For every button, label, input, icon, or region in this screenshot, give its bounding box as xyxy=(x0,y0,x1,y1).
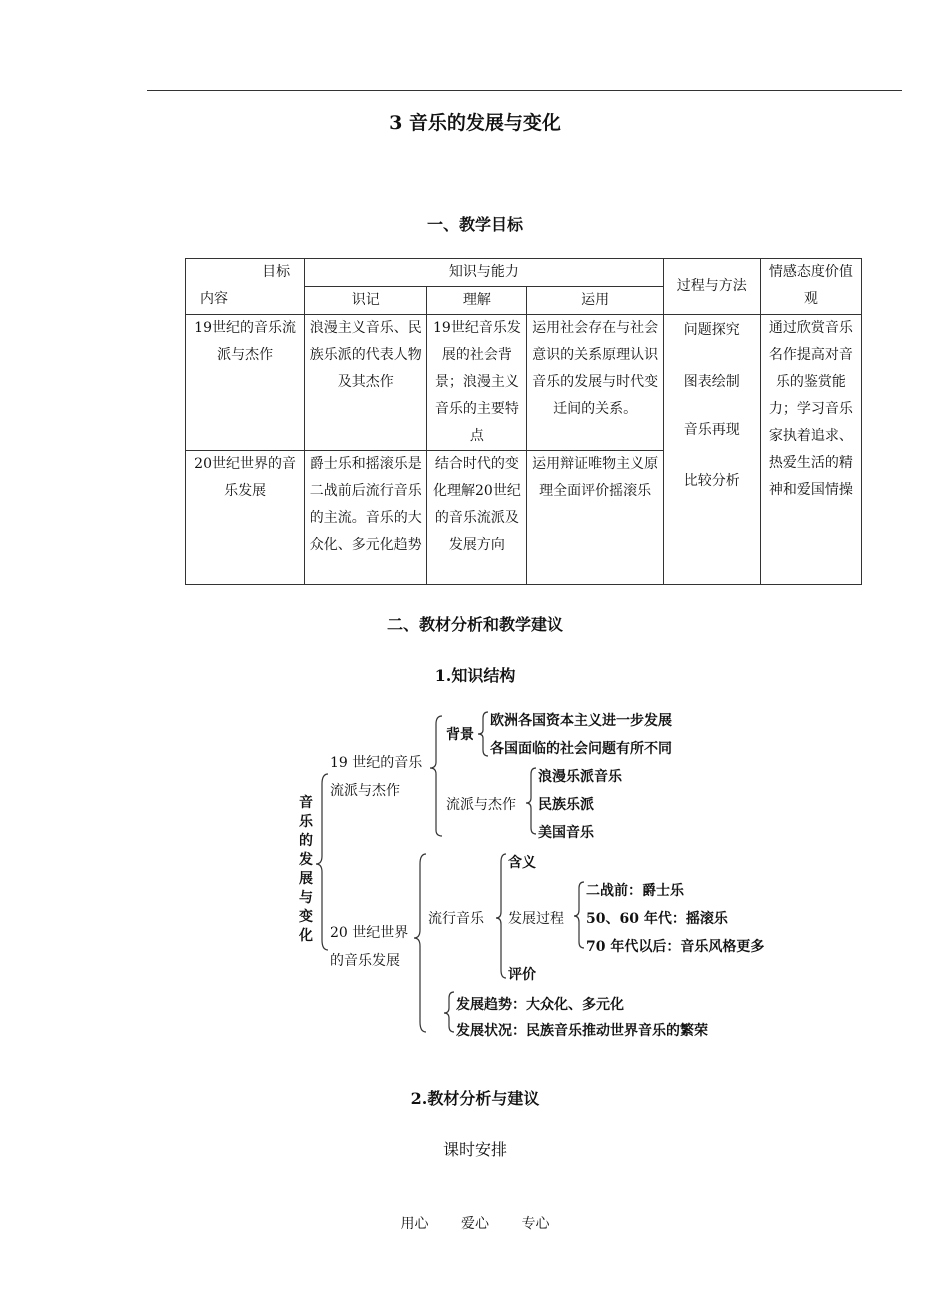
header-remember: 识记 xyxy=(305,287,427,315)
diagram-leaf: 含义 xyxy=(508,855,536,871)
diagram-leaf: 美国音乐 xyxy=(538,825,594,841)
header-process: 过程与方法 xyxy=(663,259,760,315)
row2-apply: 运用辩证唯物主义原理全面评价摇滚乐 xyxy=(527,451,663,585)
table-corner-cell xyxy=(186,259,305,315)
diagram-leaf: 发展状况：民族音乐推动世界音乐的繁荣 xyxy=(456,1023,708,1039)
process-methods-cell xyxy=(663,315,760,585)
diagram-leaf: 发展趋势：大众化、多元化 xyxy=(456,997,624,1013)
diagram-node-background: 背景 xyxy=(446,727,474,743)
header-apply: 运用 xyxy=(527,287,663,315)
row1-understand: 19世纪音乐发展的社会背景；浪漫主义音乐的主要特点 xyxy=(427,315,527,451)
process-item: 音乐再现 xyxy=(683,422,740,438)
subsection-title-analysis: 2.教材分析与建议 xyxy=(410,1089,540,1108)
subsection-title-structure: 1.知识结构 xyxy=(434,666,516,685)
objectives-table xyxy=(185,258,862,585)
page-title: 3 音乐的发展与变化 xyxy=(389,112,561,134)
diagram-leaf: 70 年代以后：音乐风格更多 xyxy=(586,939,765,955)
section-title-objectives: 一、教学目标 xyxy=(426,215,523,234)
diagram-leaf: 欧洲各国资本主义进一步发展 xyxy=(490,713,672,729)
diagram-leaf: 各国面临的社会问题有所不同 xyxy=(490,741,672,757)
diagram-leaf: 50、60 年代：摇滚乐 xyxy=(586,911,728,927)
row2-understand: 结合时代的变化理解20世纪的音乐流派及发展方向 xyxy=(427,451,527,585)
footer-word: 专心 xyxy=(521,1216,550,1232)
diagram-node-19th-line2: 流派与杰作 xyxy=(330,783,400,799)
row1-remember: 浪漫主义音乐、民族乐派的代表人物及其杰作 xyxy=(305,315,427,451)
header-knowledge: 知识与能力 xyxy=(305,259,664,287)
diagram-node-development: 发展过程 xyxy=(508,911,564,927)
diagram-node-pop: 流行音乐 xyxy=(428,911,484,927)
page-footer xyxy=(0,1213,950,1233)
header-emotion: 情感态度价值观 xyxy=(760,259,861,315)
diagram-node-20th-line1: 20 世纪世界 xyxy=(330,925,409,941)
diagram-node-19th-line1: 19 世纪的音乐 xyxy=(330,755,423,771)
diagram-leaf: 浪漫乐派音乐 xyxy=(538,769,622,785)
schedule-label: 课时安排 xyxy=(442,1140,507,1159)
row1-apply: 运用社会存在与社会意识的关系原理认识音乐的发展与时代变迁间的关系。 xyxy=(527,315,663,451)
emotion-values-cell: 通过欣赏音乐名作提高对音乐的鉴赏能力；学习音乐家执着追求、热爱生活的精神和爱国情操 xyxy=(760,315,861,585)
process-item: 问题探究 xyxy=(683,322,740,338)
diagram-leaf: 二战前：爵士乐 xyxy=(586,883,684,899)
header-understand: 理解 xyxy=(427,287,527,315)
diagram-root: 音乐的发展与变化 xyxy=(299,795,313,944)
row2-remember: 爵士乐和摇滚乐是二战前后流行音乐的主流。音乐的大众化、多元化趋势 xyxy=(305,451,427,585)
process-item: 比较分析 xyxy=(683,473,740,489)
diagram-node-20th-line2: 的音乐发展 xyxy=(330,953,400,969)
diagram-leaf: 评价 xyxy=(508,967,536,983)
diagram-leaf: 民族乐派 xyxy=(538,797,594,813)
diagram-node-schools: 流派与杰作 xyxy=(446,797,516,813)
footer-word: 爱心 xyxy=(461,1216,489,1232)
section-title-analysis: 二、教材分析和教学建议 xyxy=(386,615,563,634)
footer-word: 用心 xyxy=(400,1216,429,1232)
corner-bottom-label: 内容 xyxy=(200,291,228,307)
corner-top-label: 目标 xyxy=(262,264,291,280)
knowledge-structure-diagram xyxy=(290,704,800,1044)
process-item: 图表绘制 xyxy=(683,374,740,390)
row2-content: 20世纪世界的音乐发展 xyxy=(186,451,305,585)
header-rule xyxy=(147,90,902,91)
row1-content: 19世纪的音乐流派与杰作 xyxy=(186,315,305,451)
